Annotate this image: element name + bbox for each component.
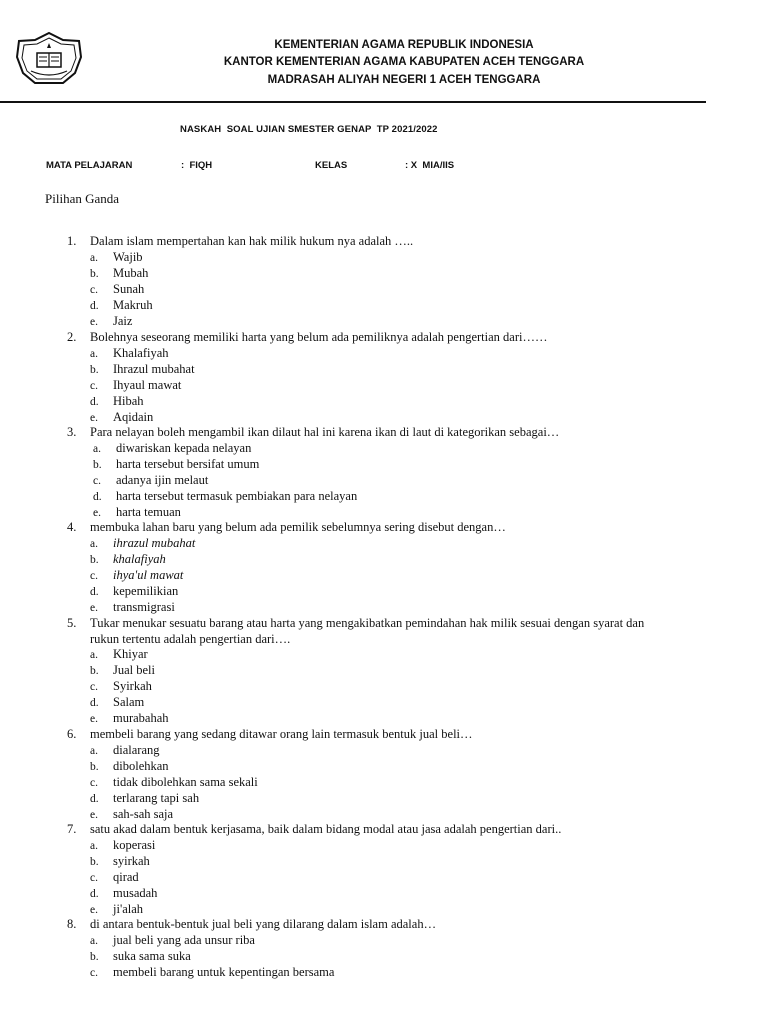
question-text: di antara bentuk-bentuk jual beli yang dilarang dalam islam adalah… bbox=[90, 917, 437, 931]
option-6b: b. dibolehkan bbox=[90, 759, 169, 773]
question-text: Para nelayan boleh mengambil ikan dilaut hal ini karena ikan di laut di kategorikan sebagai… bbox=[90, 425, 560, 439]
header-office: KANTOR KEMENTERIAN AGAMA KABUPATEN ACEH TENGGARA bbox=[223, 56, 585, 68]
option-8c: c. membeli barang untuk kepentingan bersama bbox=[90, 965, 335, 979]
question-6: 6. membeli barang yang sedang ditawar orang lain termasuk bentuk jual beli… bbox=[67, 727, 473, 741]
header-divider bbox=[0, 101, 706, 103]
option-4b: b. khalafiyah bbox=[90, 552, 166, 566]
option-2a: a. Khalafiyah bbox=[90, 346, 169, 360]
subject-label: MATA PELAJARAN bbox=[46, 160, 133, 171]
option-1e: e. Jaiz bbox=[90, 314, 133, 328]
header-school: MADRASAH ALIYAH NEGERI 1 ACEH TENGGARA bbox=[267, 74, 541, 86]
option-3e: e. harta temuan bbox=[93, 505, 181, 519]
option-4c: c. ihya'ul mawat bbox=[90, 568, 184, 582]
option-1d: d. Makruh bbox=[90, 298, 153, 312]
option-4d: d. kepemilikian bbox=[90, 584, 179, 598]
option-7d: d. musadah bbox=[90, 886, 158, 900]
question-text: Tukar menukar sesuatu barang atau harta yang mengakibatkan pemindahan hak milik sesuai dengan syarat dan bbox=[90, 616, 645, 630]
subject-value: : FIQH bbox=[181, 160, 213, 171]
question-1: 1. Dalam islam mempertahan kan hak milik hukum nya adalah ….. bbox=[67, 234, 414, 248]
option-3d: d. harta tersebut termasuk pembiakan para nelayan bbox=[93, 489, 358, 503]
question-3: 3. Para nelayan boleh mengambil ikan dilaut hal ini karena ikan di laut di kategorikan sebagai… bbox=[67, 425, 560, 439]
class-value: : X MIA/IIS bbox=[405, 160, 455, 171]
question-5: 5. Tukar menukar sesuatu barang atau harta yang mengakibatkan pemindahan hak milik sesuai dengan syarat dan rukun tertentu adalah pengertian dari…. bbox=[67, 615, 723, 647]
option-4e: e. transmigrasi bbox=[90, 600, 175, 614]
option-5c: c. Syirkah bbox=[90, 679, 152, 693]
option-2e: e. Aqidain bbox=[90, 410, 154, 424]
class-label: KELAS bbox=[315, 160, 348, 171]
option-1c: c. Sunah bbox=[90, 282, 145, 296]
header-ministry: KEMENTERIAN AGAMA REPUBLIK INDONESIA bbox=[274, 39, 534, 51]
option-3b: b. harta tersebut bersifat umum bbox=[93, 457, 260, 471]
question-text-cont: rukun tertentu adalah pengertian dari…. bbox=[90, 632, 291, 646]
option-6d: d. terlarang tapi sah bbox=[90, 791, 200, 805]
option-8b: b. suka sama suka bbox=[90, 949, 191, 963]
option-5a: a. Khiyar bbox=[90, 647, 148, 661]
question-text: membuka lahan baru yang belum ada pemilik sebelumnya sering disebut dengan… bbox=[90, 520, 506, 534]
option-2b: b. Ihrazul mubahat bbox=[90, 362, 195, 376]
option-6c: c. tidak dibolehkan sama sekali bbox=[90, 775, 258, 789]
question-2: 2. Bolehnya seseorang memiliki harta yang belum ada pemiliknya adalah pengertian dari…… bbox=[67, 330, 548, 344]
section-title: Pilihan Ganda bbox=[45, 191, 120, 206]
option-6a: a. dialarang bbox=[90, 743, 160, 757]
option-7c: c. qirad bbox=[90, 870, 139, 884]
option-1b: b. Mubah bbox=[90, 266, 149, 280]
option-3a: a. diwariskan kepada nelayan bbox=[93, 441, 252, 455]
option-7a: a. koperasi bbox=[90, 838, 156, 852]
question-text: Dalam islam mempertahan kan hak milik hukum nya adalah ….. bbox=[90, 234, 414, 248]
option-4a: a. ihrazul mubahat bbox=[90, 536, 196, 550]
option-1a: a. Wajib bbox=[90, 250, 143, 264]
option-8a: a. jual beli yang ada unsur riba bbox=[90, 933, 255, 947]
question-8: 8. di antara bentuk-bentuk jual beli yang dilarang dalam islam adalah… bbox=[67, 917, 437, 931]
question-text: membeli barang yang sedang ditawar orang lain termasuk bentuk jual beli… bbox=[90, 727, 473, 741]
option-7b: b. syirkah bbox=[90, 854, 150, 868]
option-5d: d. Salam bbox=[90, 695, 145, 709]
option-2d: d. Hibah bbox=[90, 394, 144, 408]
option-5e: e. murabahah bbox=[90, 711, 169, 725]
option-5b: b. Jual beli bbox=[90, 663, 156, 677]
exam-title: NASKAH SOAL UJIAN SMESTER GENAP TP 2021/2022 bbox=[180, 124, 438, 135]
question-7: 7. satu akad dalam bentuk kerjasama, baik dalam bidang modal atau jasa adalah pengertian dari.. bbox=[67, 822, 562, 836]
question-4: 4. membuka lahan baru yang belum ada pemilik sebelumnya sering disebut dengan… bbox=[67, 520, 506, 534]
option-6e: e. sah-sah saja bbox=[90, 807, 174, 821]
question-text: satu akad dalam bentuk kerjasama, baik dalam bidang modal atau jasa adalah pengertian dari.. bbox=[90, 822, 562, 836]
option-7e: e. ji'alah bbox=[90, 902, 144, 916]
option-2c: c. Ihyaul mawat bbox=[90, 378, 182, 392]
option-3c: c. adanya ijin melaut bbox=[93, 473, 209, 487]
question-text: Bolehnya seseorang memiliki harta yang belum ada pemiliknya adalah pengertian dari…… bbox=[90, 330, 548, 344]
